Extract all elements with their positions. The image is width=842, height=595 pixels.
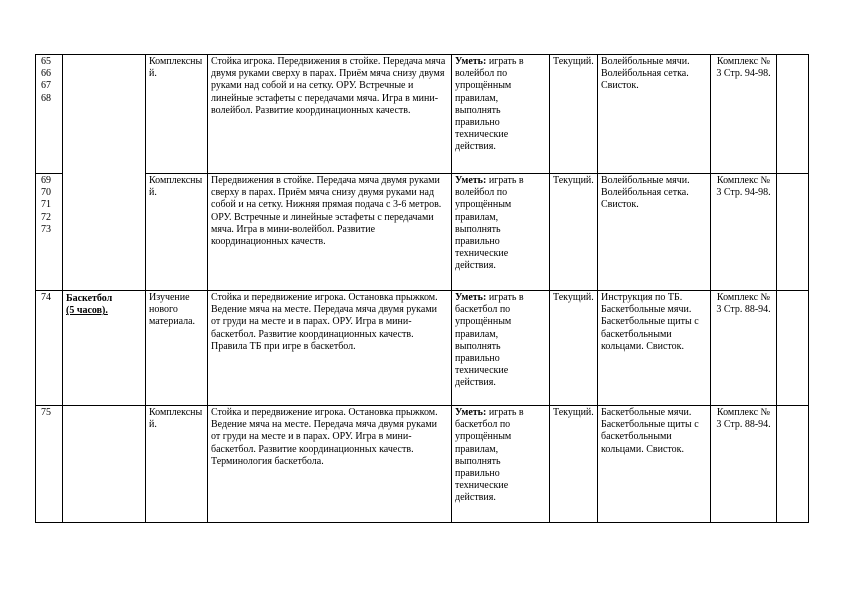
- control-type: Текущий.: [550, 55, 598, 174]
- topic-cell: [63, 291, 146, 406]
- topic-title: Баскетбол: [66, 293, 113, 304]
- lesson-content: Стойка игрока. Передвижения в стойке. Передача мяча двумя руками сверху в парах. Приём мяча снизу двумя руками над собой и на сетку. ОРУ. Встречные и линейные эстафеты с передачами мяча. Игра в мини-волейбол. Развитие координационных качеств.: [208, 55, 452, 174]
- table-row: [36, 174, 809, 291]
- requirements-text: играть в волейбол по упрощённым правилам, выполнять правильно технические действия.: [455, 56, 524, 153]
- table-row: [36, 55, 809, 174]
- lesson-number: 69: [41, 175, 51, 186]
- requirements-text: играть в волейбол по упрощённым правилам, выполнять правильно технические действия.: [455, 175, 524, 272]
- lesson-type: Комплексный.: [146, 55, 208, 174]
- topic-cell: [63, 55, 146, 291]
- requirements-cell: [452, 406, 550, 523]
- topic-hours: (5 часов).: [66, 305, 108, 317]
- control-type: Текущий.: [550, 406, 598, 523]
- reference: Комплекс № 3 Стр. 94-98.: [711, 55, 777, 174]
- equipment: Волейбольные мячи. Волейбольная сетка. Свисток.: [598, 174, 711, 291]
- requirements-text: играть в баскетбол по упрощённым правилам, выполнять правильно технические действия.: [455, 292, 524, 389]
- equipment: Волейбольные мячи. Волейбольная сетка. Свисток.: [598, 55, 711, 174]
- lesson-number: 66: [41, 68, 51, 80]
- requirements-text: играть в баскетбол по упрощённым правилам, выполнять правильно технические действия.: [455, 407, 524, 504]
- equipment: Баскетбольные мячи. Баскетбольные щиты с баскетбольными кольцами. Свисток.: [598, 406, 711, 523]
- requirements-label: Уметь:: [455, 407, 487, 418]
- lesson-number-cell: [36, 55, 63, 174]
- requirements-cell: [452, 55, 550, 174]
- reference: Комплекс № 3 Стр. 88-94.: [711, 291, 777, 406]
- requirements-label: Уметь:: [455, 56, 487, 67]
- lesson-content: Передвижения в стойке. Передача мяча двумя руками сверху в парах. Приём мяча снизу двумя руками над собой и на сетку. Нижняя прямая подача с 3-6 метров. ОРУ. Встречные и линейные эстафеты с передачами мяча. Игра в мини-волейбол. Развитие координационных качеств.: [208, 174, 452, 291]
- notes-cell: [777, 55, 809, 174]
- notes-cell: [777, 291, 809, 406]
- lesson-type: Комплексный.: [146, 406, 208, 523]
- reference: Комплекс № 3 Стр. 94-98.: [711, 174, 777, 291]
- requirements-label: Уметь:: [455, 292, 487, 303]
- lesson-number: 74: [41, 292, 51, 303]
- lesson-content: Стойка и передвижение игрока. Остановка прыжком. Ведение мяча на месте. Передача мяча двумя руками от груди на месте и в парах. ОРУ. Игра в мини-баскетбол. Развитие координационных качеств. Терминология баскетбола.: [208, 406, 452, 523]
- lesson-type: Изучение нового материала.: [146, 291, 208, 406]
- lesson-number: 72: [41, 211, 51, 223]
- lesson-number: 73: [41, 223, 51, 235]
- lesson-content: Стойка и передвижение игрока. Остановка прыжком. Ведение мяча на месте. Передача мяча двумя руками от груди на месте и в парах. ОРУ. Игра в мини-баскетбол. Развитие координационных качеств. Правила ТБ при игре в баскетбол.: [208, 291, 452, 406]
- reference: Комплекс № 3 Стр. 88-94.: [711, 406, 777, 523]
- lesson-number: 70: [41, 187, 51, 199]
- lesson-plan-table: [35, 54, 809, 523]
- control-type: Текущий.: [550, 291, 598, 406]
- requirements-label: Уметь:: [455, 175, 487, 186]
- lesson-number-cell: [36, 291, 63, 406]
- table-row: [36, 406, 809, 523]
- control-type: Текущий.: [550, 174, 598, 291]
- lesson-number: 65: [41, 56, 51, 67]
- requirements-cell: [452, 291, 550, 406]
- lesson-number-cell: [36, 174, 63, 291]
- lesson-number: 71: [41, 199, 51, 211]
- lesson-number: 75: [41, 407, 51, 418]
- requirements-cell: [452, 174, 550, 291]
- lesson-number: 67: [41, 80, 51, 92]
- notes-cell: [777, 174, 809, 291]
- table-row: [36, 291, 809, 406]
- lesson-number: 68: [41, 92, 51, 104]
- notes-cell: [777, 406, 809, 523]
- equipment: Инструкция по ТБ. Баскетбольные мячи. Баскетбольные щиты с баскетбольными кольцами. Свисток.: [598, 291, 711, 406]
- lesson-number-cell: [36, 406, 63, 523]
- topic-cell: [63, 406, 146, 523]
- lesson-type: Комплексный.: [146, 174, 208, 291]
